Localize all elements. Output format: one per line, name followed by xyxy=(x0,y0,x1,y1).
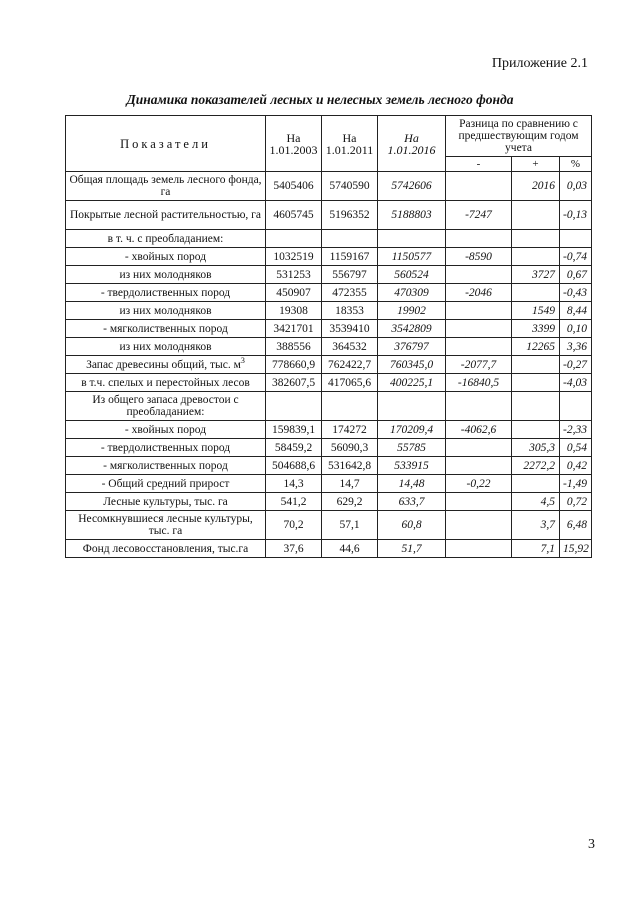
row-label: - Общий средний прирост xyxy=(66,475,266,493)
diff-minus xyxy=(446,338,512,356)
table-row xyxy=(66,230,592,248)
value-2003: 70,2 xyxy=(266,511,322,540)
value-2016 xyxy=(378,230,446,248)
value-2016: 633,7 xyxy=(378,493,446,511)
value-2011: 3539410 xyxy=(322,320,378,338)
diff-percent: -0,13 xyxy=(560,201,592,230)
table-header-row xyxy=(66,116,592,157)
value-2016: 5188803 xyxy=(378,201,446,230)
diff-plus xyxy=(512,475,560,493)
value-2016: 55785 xyxy=(378,439,446,457)
diff-percent: 15,92 xyxy=(560,540,592,558)
diff-percent: -4,03 xyxy=(560,374,592,392)
diff-percent: 0,03 xyxy=(560,172,592,201)
diff-plus xyxy=(512,421,560,439)
value-2016 xyxy=(378,392,446,421)
diff-minus xyxy=(446,439,512,457)
diff-plus: 7,1 xyxy=(512,540,560,558)
row-label: из них молодняков xyxy=(66,338,266,356)
header-date-2003: На 1.01.2003 xyxy=(266,116,322,172)
value-2003: 1032519 xyxy=(266,248,322,266)
value-2003: 5405406 xyxy=(266,172,322,201)
value-2016: 533915 xyxy=(378,457,446,475)
unit-superscript: 3 xyxy=(240,355,245,365)
value-2011: 14,7 xyxy=(322,475,378,493)
diff-plus: 3,7 xyxy=(512,511,560,540)
diff-minus xyxy=(446,457,512,475)
forest-fund-table xyxy=(65,115,592,558)
diff-minus xyxy=(446,511,512,540)
diff-minus: -2077,7 xyxy=(446,356,512,374)
diff-minus xyxy=(446,302,512,320)
diff-plus: 12265 xyxy=(512,338,560,356)
diff-percent: 0,54 xyxy=(560,439,592,457)
diff-percent: 3,36 xyxy=(560,338,592,356)
value-2003: 388556 xyxy=(266,338,322,356)
value-2016: 51,7 xyxy=(378,540,446,558)
row-label: - мягколиственных пород xyxy=(66,457,266,475)
diff-plus xyxy=(512,374,560,392)
diff-percent: -0,74 xyxy=(560,248,592,266)
table-row xyxy=(66,302,592,320)
table-row xyxy=(66,356,592,374)
value-2011: 5196352 xyxy=(322,201,378,230)
value-2016: 560524 xyxy=(378,266,446,284)
value-2011 xyxy=(322,392,378,421)
header-date-2016: На 1.01.2016 xyxy=(378,116,446,172)
value-2016: 60,8 xyxy=(378,511,446,540)
row-label: Несомкнувшиеся лесные культуры, тыс. га xyxy=(66,511,266,540)
diff-minus: -0,22 xyxy=(446,475,512,493)
page-number: 3 xyxy=(588,837,595,852)
value-2011: 1159167 xyxy=(322,248,378,266)
table-row xyxy=(66,475,592,493)
row-label: - твердолиственных пород xyxy=(66,439,266,457)
value-2003: 541,2 xyxy=(266,493,322,511)
value-2016: 19902 xyxy=(378,302,446,320)
table-row xyxy=(66,320,592,338)
table-row xyxy=(66,338,592,356)
diff-minus: -2046 xyxy=(446,284,512,302)
table-row xyxy=(66,201,592,230)
diff-plus xyxy=(512,248,560,266)
table-row xyxy=(66,284,592,302)
diff-percent xyxy=(560,392,592,421)
value-2003: 14,3 xyxy=(266,475,322,493)
diff-percent: 6,48 xyxy=(560,511,592,540)
value-2003: 159839,1 xyxy=(266,421,322,439)
value-2011: 174272 xyxy=(322,421,378,439)
value-2016: 1150577 xyxy=(378,248,446,266)
row-label: Покрытые лесной растительностью, га xyxy=(66,201,266,230)
value-2003: 58459,2 xyxy=(266,439,322,457)
diff-minus xyxy=(446,320,512,338)
row-label: из них молодняков xyxy=(66,302,266,320)
value-2016: 5742606 xyxy=(378,172,446,201)
table-row xyxy=(66,540,592,558)
diff-plus: 1549 xyxy=(512,302,560,320)
value-2003: 382607,5 xyxy=(266,374,322,392)
header-minus: - xyxy=(446,157,512,172)
value-2011: 556797 xyxy=(322,266,378,284)
value-2011: 629,2 xyxy=(322,493,378,511)
diff-percent: -1,49 xyxy=(560,475,592,493)
value-2011: 56090,3 xyxy=(322,439,378,457)
diff-percent: 0,42 xyxy=(560,457,592,475)
value-2003 xyxy=(266,230,322,248)
table-row xyxy=(66,248,592,266)
table-row xyxy=(66,493,592,511)
diff-minus: -16840,5 xyxy=(446,374,512,392)
table-row xyxy=(66,457,592,475)
diff-percent: -0,43 xyxy=(560,284,592,302)
table-row xyxy=(66,392,592,421)
diff-minus xyxy=(446,266,512,284)
row-label: Запас древесины общий, тыс. $м^3$ xyxy=(66,356,266,374)
value-2011: 531642,8 xyxy=(322,457,378,475)
header-percent: % xyxy=(560,157,592,172)
diff-plus: 305,3 xyxy=(512,439,560,457)
diff-percent xyxy=(560,230,592,248)
header-difference: Разница по сравнению с предшествующим годом учета xyxy=(446,116,592,157)
diff-plus xyxy=(512,356,560,374)
value-2011: 417065,6 xyxy=(322,374,378,392)
header-date-2011: На 1.01.2011 xyxy=(322,116,378,172)
diff-percent: 8,44 xyxy=(560,302,592,320)
row-label: - твердолиственных пород xyxy=(66,284,266,302)
value-2003: 450907 xyxy=(266,284,322,302)
diff-minus xyxy=(446,172,512,201)
value-2016: 14,48 xyxy=(378,475,446,493)
row-label: Общая площадь земель лесного фонда, га xyxy=(66,172,266,201)
diff-percent: -0,27 xyxy=(560,356,592,374)
row-label: Фонд лесовосстановления, тыс.га xyxy=(66,540,266,558)
diff-percent: -2,33 xyxy=(560,421,592,439)
table-row xyxy=(66,172,592,201)
diff-percent: 0,72 xyxy=(560,493,592,511)
diff-plus xyxy=(512,284,560,302)
table-row xyxy=(66,439,592,457)
value-2003: 19308 xyxy=(266,302,322,320)
diff-minus xyxy=(446,392,512,421)
diff-percent: 0,10 xyxy=(560,320,592,338)
value-2011: 57,1 xyxy=(322,511,378,540)
appendix-label: Приложение 2.1 xyxy=(491,56,588,71)
diff-plus: 3727 xyxy=(512,266,560,284)
diff-plus xyxy=(512,201,560,230)
value-2011: 472355 xyxy=(322,284,378,302)
value-2016: 470309 xyxy=(378,284,446,302)
value-2016: 3542809 xyxy=(378,320,446,338)
table-row xyxy=(66,421,592,439)
row-label: в т. ч. с преобладанием: xyxy=(66,230,266,248)
value-2003: 531253 xyxy=(266,266,322,284)
row-label: Из общего запаса древостои с преобладанием: xyxy=(66,392,266,421)
value-2003: 37,6 xyxy=(266,540,322,558)
value-2003 xyxy=(266,392,322,421)
value-2016: 376797 xyxy=(378,338,446,356)
row-label: Лесные культуры, тыс. га xyxy=(66,493,266,511)
row-label: - хвойных пород xyxy=(66,421,266,439)
diff-minus: -8590 xyxy=(446,248,512,266)
row-label: - мягколиственных пород xyxy=(66,320,266,338)
value-2016: 170209,4 xyxy=(378,421,446,439)
diff-minus xyxy=(446,540,512,558)
diff-plus: 2272,2 xyxy=(512,457,560,475)
diff-plus xyxy=(512,392,560,421)
value-2011: 44,6 xyxy=(322,540,378,558)
value-2011: 5740590 xyxy=(322,172,378,201)
diff-minus: -7247 xyxy=(446,201,512,230)
header-indicators: Показатели xyxy=(66,116,266,172)
diff-minus xyxy=(446,230,512,248)
value-2011: 18353 xyxy=(322,302,378,320)
value-2003: 504688,6 xyxy=(266,457,322,475)
value-2003: 4605745 xyxy=(266,201,322,230)
diff-plus: 2016 xyxy=(512,172,560,201)
value-2011: 364532 xyxy=(322,338,378,356)
diff-plus: 4,5 xyxy=(512,493,560,511)
value-2003: 3421701 xyxy=(266,320,322,338)
table-row xyxy=(66,266,592,284)
diff-plus: 3399 xyxy=(512,320,560,338)
diff-minus xyxy=(446,493,512,511)
value-2011 xyxy=(322,230,378,248)
document-title: Динамика показателей лесных и нелесных земель лесного фонда xyxy=(126,92,514,107)
value-2016: 400225,1 xyxy=(378,374,446,392)
diff-minus: -4062,6 xyxy=(446,421,512,439)
diff-percent: 0,67 xyxy=(560,266,592,284)
diff-plus xyxy=(512,230,560,248)
value-2016: 760345,0 xyxy=(378,356,446,374)
table-row xyxy=(66,374,592,392)
value-2003: 778660,9 xyxy=(266,356,322,374)
header-plus: + xyxy=(512,157,560,172)
row-label: в т.ч. спелых и перестойных лесов xyxy=(66,374,266,392)
row-label: из них молодняков xyxy=(66,266,266,284)
table-row xyxy=(66,511,592,540)
value-2011: 762422,7 xyxy=(322,356,378,374)
row-label: - хвойных пород xyxy=(66,248,266,266)
